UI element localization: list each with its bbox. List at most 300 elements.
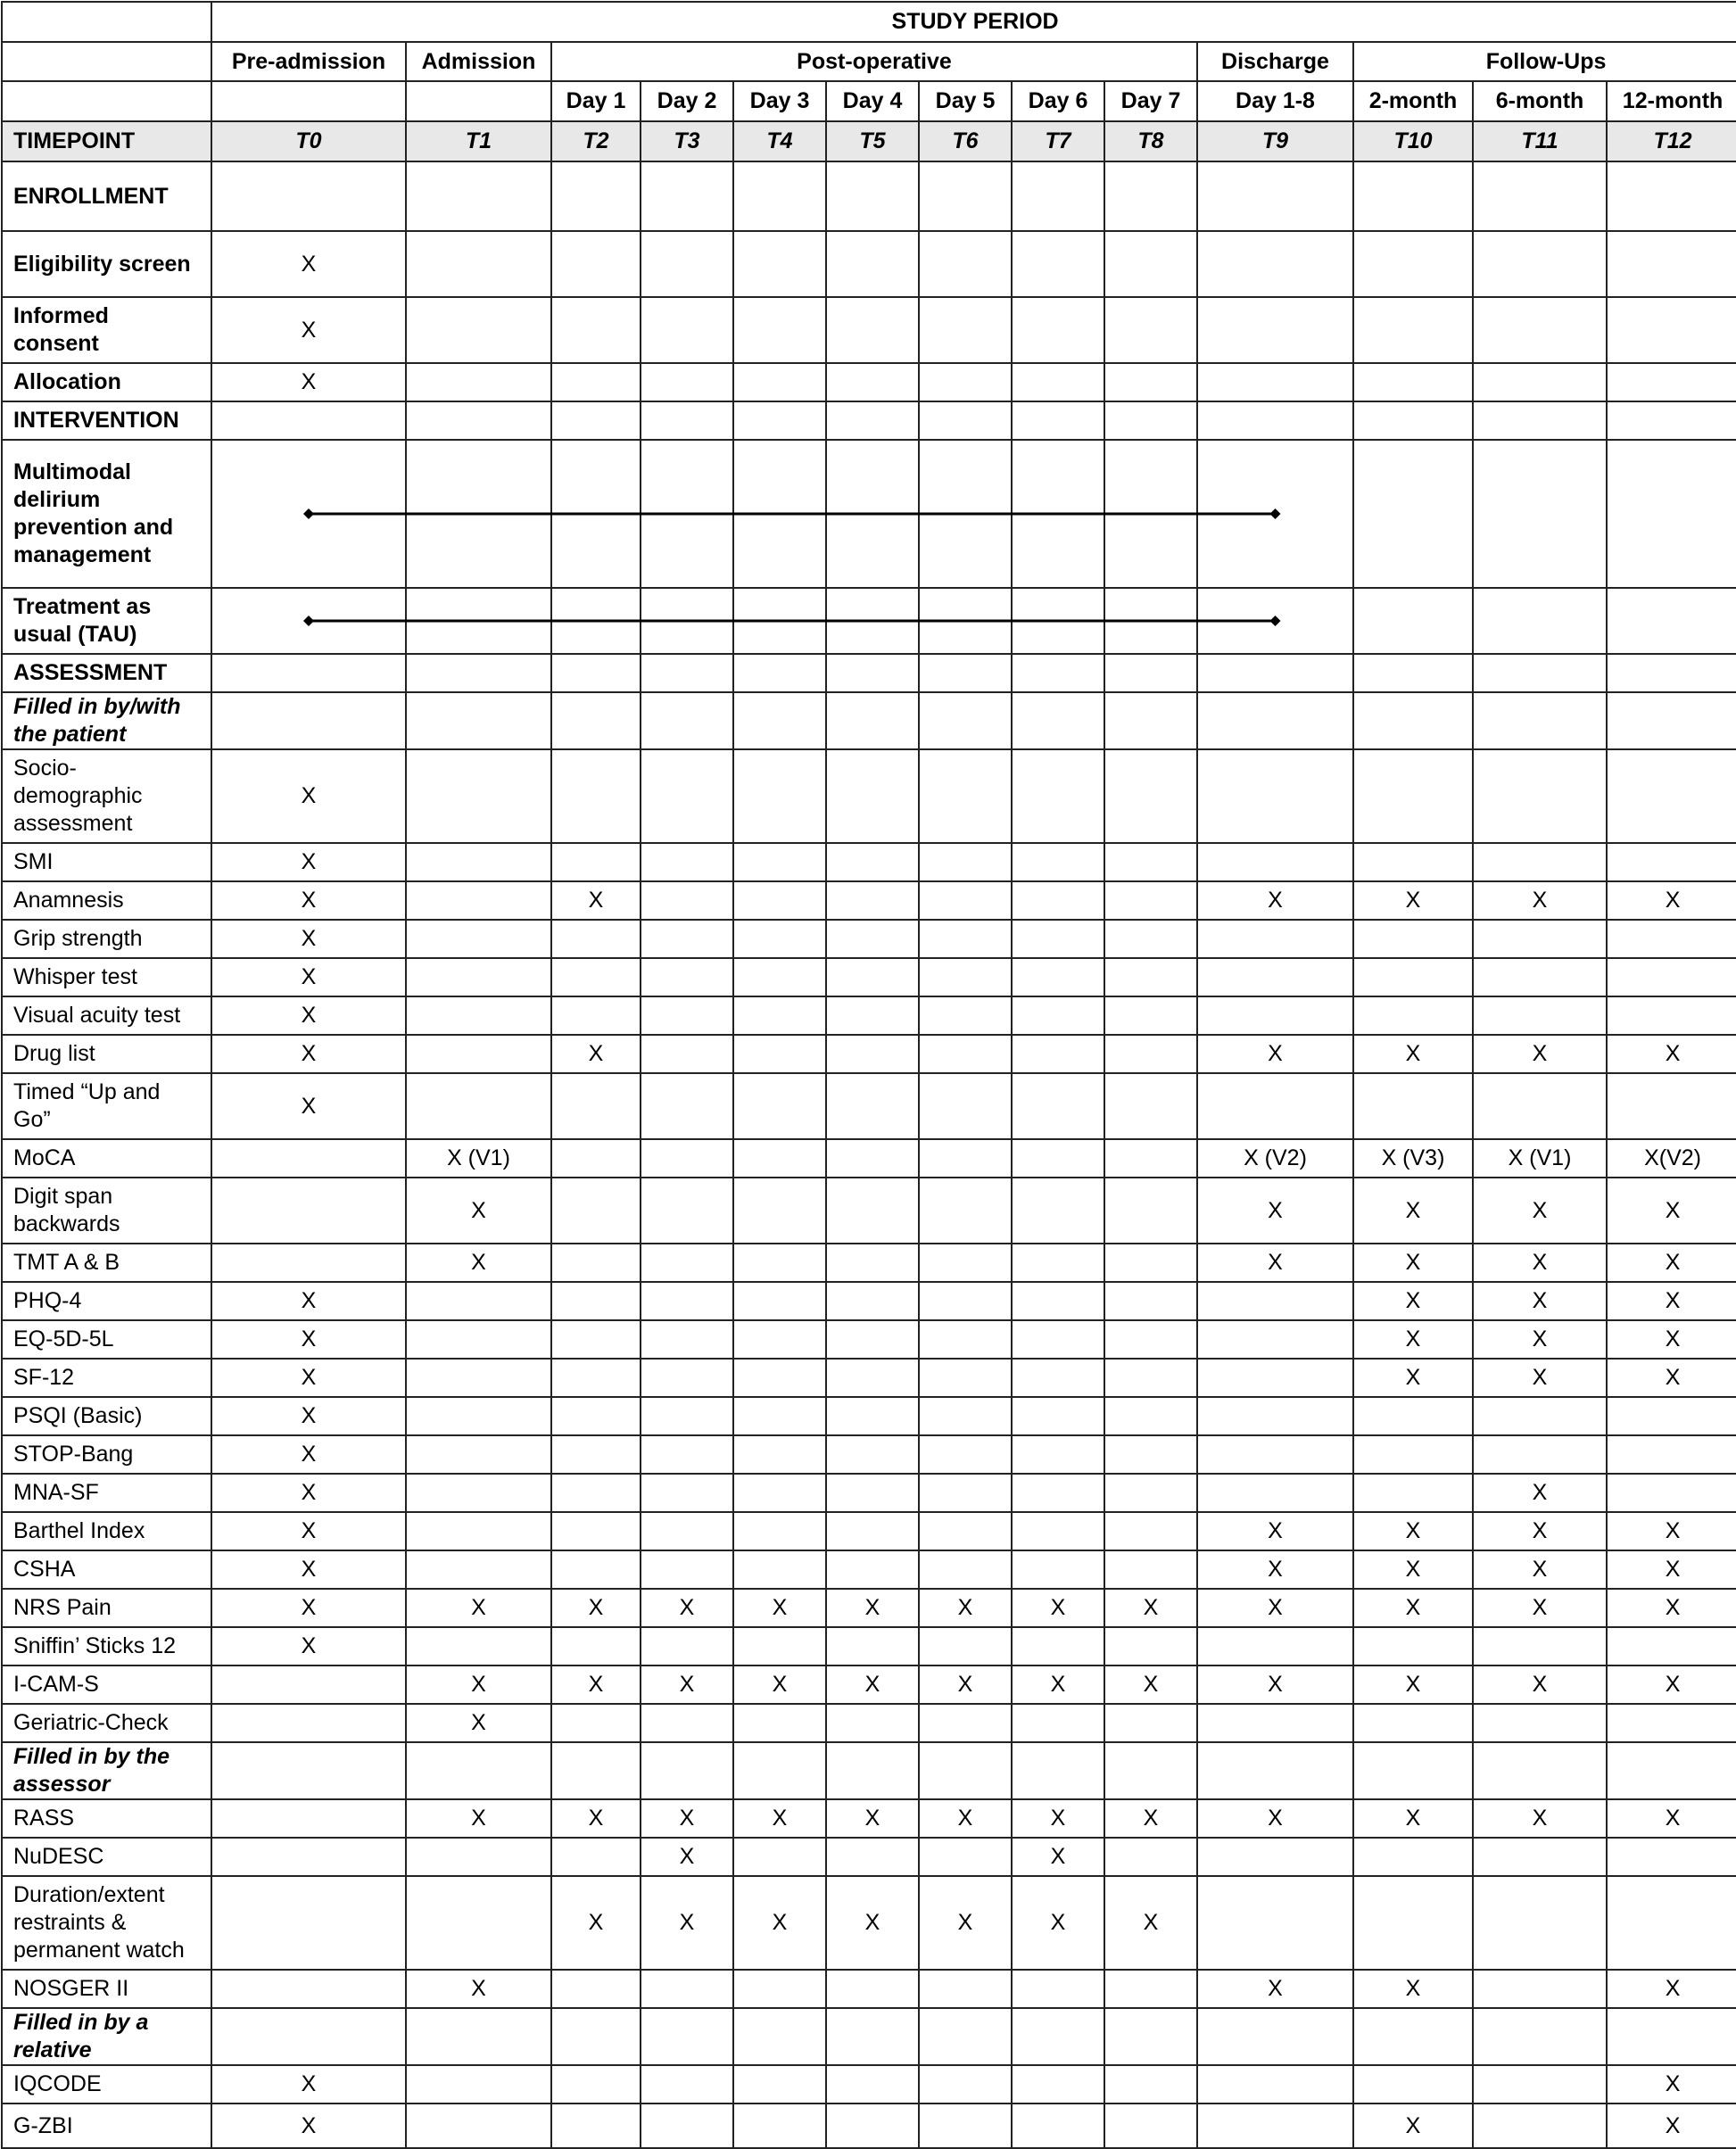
schedule-cell (1104, 881, 1197, 920)
schedule-cell (733, 1435, 826, 1474)
schedule-row (2, 1435, 1736, 1474)
schedule-cell (826, 231, 919, 297)
schedule-cell (1012, 440, 1104, 588)
schedule-cell: X (1607, 1512, 1736, 1550)
schedule-cell: X (1353, 1320, 1473, 1359)
schedule-cell: X (1473, 1035, 1607, 1073)
row-label: PSQI (Basic) (2, 1397, 211, 1435)
schedule-cell (919, 363, 1012, 401)
schedule-cell (551, 297, 641, 363)
schedule-cell (1012, 1073, 1104, 1139)
schedule-cell (1104, 654, 1197, 692)
schedule-cell (919, 654, 1012, 692)
schedule-cell (1104, 692, 1197, 749)
schedule-cell (1197, 161, 1353, 231)
schedule-cell (1607, 161, 1736, 231)
schedule-cell: X (919, 1665, 1012, 1704)
schedule-cell (919, 1742, 1012, 1799)
schedule-cell: X (1607, 1799, 1736, 1838)
schedule-cell (641, 1320, 733, 1359)
schedule-cell: X (1197, 1970, 1353, 2008)
schedule-cell (406, 996, 551, 1035)
schedule-row (2, 881, 1736, 920)
schedule-row (2, 1704, 1736, 1742)
schedule-cell (1607, 1876, 1736, 1970)
schedule-row (2, 297, 1736, 363)
schedule-cell (641, 1359, 733, 1397)
schedule-cell (551, 1397, 641, 1435)
schedule-cell (1012, 2065, 1104, 2104)
schedule-cell: X (1104, 1799, 1197, 1838)
schedule-cell (1012, 2008, 1104, 2065)
schedule-cell (919, 401, 1012, 440)
schedule-cell (551, 1073, 641, 1139)
schedule-cell (919, 440, 1012, 588)
schedule-cell (1012, 749, 1104, 843)
schedule-cell (733, 843, 826, 881)
schedule-cell (551, 1512, 641, 1550)
schedule-cell (551, 231, 641, 297)
schedule-row (2, 161, 1736, 231)
timepoint-label: TIMEPOINT (2, 121, 211, 161)
schedule-cell: X (406, 1799, 551, 1838)
schedule-cell (1473, 1073, 1607, 1139)
schedule-cell (733, 2008, 826, 2065)
schedule-cell: X (1012, 1665, 1104, 1704)
schedule-cell (733, 161, 826, 231)
schedule-cell (1197, 920, 1353, 958)
schedule-cell: X (211, 1550, 406, 1589)
day-header: Day 2 (641, 81, 733, 121)
schedule-cell (1104, 297, 1197, 363)
schedule-cell (1104, 231, 1197, 297)
schedule-cell (551, 440, 641, 588)
schedule-cell (641, 588, 733, 654)
schedule-row (2, 692, 1736, 749)
schedule-cell (406, 1550, 551, 1589)
schedule-cell (1353, 843, 1473, 881)
timepoint-t11: T11 (1473, 121, 1607, 161)
schedule-cell: X (1353, 1550, 1473, 1589)
schedule-cell (733, 1742, 826, 1799)
schedule-cell (1012, 1970, 1104, 2008)
schedule-cell (1104, 843, 1197, 881)
schedule-cell (1012, 843, 1104, 881)
schedule-cell (733, 2065, 826, 2104)
schedule-cell (406, 588, 551, 654)
schedule-cell (406, 2008, 551, 2065)
schedule-cell (551, 1627, 641, 1665)
row-label: RASS (2, 1799, 211, 1838)
schedule-cell (1353, 1435, 1473, 1474)
schedule-cell (1104, 401, 1197, 440)
schedule-cell: X (1197, 1589, 1353, 1627)
schedule-cell (1104, 2008, 1197, 2065)
schedule-cell (641, 440, 733, 588)
schedule-cell: X (406, 1665, 551, 1704)
schedule-cell (733, 1244, 826, 1282)
schedule-cell (406, 1320, 551, 1359)
schedule-cell (733, 1397, 826, 1435)
schedule-cell (1473, 588, 1607, 654)
schedule-cell (1012, 161, 1104, 231)
row-label: NuDESC (2, 1838, 211, 1876)
schedule-row (2, 1073, 1736, 1139)
schedule-cell (551, 996, 641, 1035)
schedule-cell: X (733, 1799, 826, 1838)
schedule-cell (1012, 1244, 1104, 1282)
schedule-row (2, 1359, 1736, 1397)
schedule-cell (919, 1359, 1012, 1397)
day-header: Day 1-8 (1197, 81, 1353, 121)
schedule-cell (826, 1178, 919, 1244)
schedule-cell (826, 692, 919, 749)
schedule-cell (826, 1397, 919, 1435)
schedule-cell (733, 881, 826, 920)
schedule-cell (1607, 920, 1736, 958)
schedule-cell (1012, 1282, 1104, 1320)
schedule-cell (641, 1435, 733, 1474)
schedule-cell (1607, 231, 1736, 297)
schedule-cell (1012, 881, 1104, 920)
schedule-cell (1104, 588, 1197, 654)
schedule-cell: X (211, 843, 406, 881)
schedule-cell (826, 1704, 919, 1742)
schedule-cell (406, 2065, 551, 2104)
schedule-cell (1104, 958, 1197, 996)
schedule-cell (1353, 1073, 1473, 1139)
schedule-cell (1104, 1178, 1197, 1244)
schedule-cell (1104, 920, 1197, 958)
schedule-row (2, 1244, 1736, 1282)
schedule-cell (1104, 1838, 1197, 1876)
schedule-cell (733, 1474, 826, 1512)
schedule-cell (1197, 1704, 1353, 1742)
schedule-cell: X (1104, 1589, 1197, 1627)
schedule-cell (1197, 1876, 1353, 1970)
schedule-row (2, 2008, 1736, 2065)
timepoint-t4: T4 (733, 121, 826, 161)
schedule-cell: X (211, 1320, 406, 1359)
schedule-cell (1353, 297, 1473, 363)
schedule-cell (1104, 1282, 1197, 1320)
schedule-cell (406, 1742, 551, 1799)
schedule-cell (1353, 2065, 1473, 2104)
timepoint-t3: T3 (641, 121, 733, 161)
schedule-cell (1353, 440, 1473, 588)
subsection-heading: Filled in by the assessor (2, 1742, 211, 1799)
schedule-cell (733, 654, 826, 692)
schedule-cell (1197, 2065, 1353, 2104)
schedule-cell (1197, 843, 1353, 881)
schedule-cell (211, 1244, 406, 1282)
schedule-cell (919, 1627, 1012, 1665)
schedule-cell (641, 161, 733, 231)
schedule-cell (211, 588, 406, 654)
schedule-cell (641, 401, 733, 440)
schedule-cell (641, 1282, 733, 1320)
schedule-cell (919, 1838, 1012, 1876)
row-label: Visual acuity test (2, 996, 211, 1035)
schedule-cell (1012, 1359, 1104, 1397)
schedule-cell (1104, 1550, 1197, 1589)
schedule-row (2, 440, 1736, 588)
schedule-cell (406, 881, 551, 920)
schedule-cell (733, 920, 826, 958)
schedule-cell (1607, 1742, 1736, 1799)
schedule-cell: X (211, 881, 406, 920)
schedule-cell (551, 654, 641, 692)
section-heading: ASSESSMENT (2, 654, 211, 692)
schedule-cell: X (1197, 1244, 1353, 1282)
schedule-cell (919, 1512, 1012, 1550)
schedule-cell (406, 1512, 551, 1550)
schedule-cell: X (733, 1876, 826, 1970)
schedule-cell (826, 1073, 919, 1139)
schedule-cell (1012, 1550, 1104, 1589)
schedule-cell (1473, 749, 1607, 843)
schedule-cell (1473, 1970, 1607, 2008)
schedule-cell (1012, 1397, 1104, 1435)
schedule-cell (551, 1970, 641, 2008)
schedule-cell: X (V1) (406, 1139, 551, 1178)
schedule-cell: X (211, 958, 406, 996)
schedule-cell (1012, 1742, 1104, 1799)
schedule-cell (1353, 1876, 1473, 1970)
schedule-row (2, 920, 1736, 958)
schedule-cell: X (406, 1970, 551, 2008)
schedule-cell: X (1353, 1359, 1473, 1397)
schedule-cell (826, 920, 919, 958)
schedule-cell (919, 958, 1012, 996)
schedule-cell: X (406, 1178, 551, 1244)
schedule-cell (1473, 440, 1607, 588)
schedule-cell (1012, 654, 1104, 692)
schedule-cell: X (551, 1589, 641, 1627)
schedule-cell (1104, 996, 1197, 1035)
schedule-cell (641, 1512, 733, 1550)
schedule-cell (211, 161, 406, 231)
row-label: Socio-demographic assessment (2, 749, 211, 843)
schedule-cell (211, 692, 406, 749)
schedule-cell (641, 1627, 733, 1665)
schedule-row (2, 1550, 1736, 1589)
schedule-cell (1473, 958, 1607, 996)
schedule-cell (919, 881, 1012, 920)
schedule-cell: X (1197, 1550, 1353, 1589)
schedule-cell (1353, 588, 1473, 654)
schedule-cell (733, 297, 826, 363)
schedule-cell: X (551, 1035, 641, 1073)
schedule-row (2, 1742, 1736, 1799)
schedule-cell (406, 958, 551, 996)
section-heading: ENROLLMENT (2, 161, 211, 231)
schedule-row (2, 1474, 1736, 1512)
schedule-cell (211, 1704, 406, 1742)
row-label: PHQ-4 (2, 1282, 211, 1320)
day-header: 12-month (1607, 81, 1736, 121)
schedule-cell (733, 1704, 826, 1742)
schedule-cell (1104, 161, 1197, 231)
schedule-cell (406, 1876, 551, 1970)
schedule-row (2, 1799, 1736, 1838)
schedule-cell (1012, 692, 1104, 749)
schedule-cell (211, 1876, 406, 1970)
schedule-cell: X (641, 1799, 733, 1838)
schedule-cell (211, 440, 406, 588)
schedule-cell: X (1473, 1589, 1607, 1627)
schedule-cell (1607, 1073, 1736, 1139)
schedule-cell (211, 1838, 406, 1876)
schedule-cell (1353, 1742, 1473, 1799)
schedule-cell (211, 2008, 406, 2065)
schedule-cell (1473, 363, 1607, 401)
schedule-row (2, 1282, 1736, 1320)
schedule-cell: X (211, 1627, 406, 1665)
schedule-cell (406, 1282, 551, 1320)
schedule-cell (641, 363, 733, 401)
schedule-cell: X (1353, 1035, 1473, 1073)
row-label: Informed consent (2, 297, 211, 363)
schedule-cell (641, 1073, 733, 1139)
schedule-cell (733, 1550, 826, 1589)
schedule-cell: X (1353, 1244, 1473, 1282)
schedule-cell: X (551, 1799, 641, 1838)
schedule-cell (1012, 1035, 1104, 1073)
schedule-cell (641, 1178, 733, 1244)
schedule-cell: X (211, 2104, 406, 2148)
schedule-cell (1104, 2104, 1197, 2148)
schedule-cell (826, 1838, 919, 1876)
schedule-cell: X (1012, 1799, 1104, 1838)
schedule-cell: X (1012, 1838, 1104, 1876)
schedule-cell (551, 843, 641, 881)
schedule-cell (919, 1970, 1012, 2008)
schedule-cell (641, 1139, 733, 1178)
schedule-cell: X (211, 363, 406, 401)
schedule-cell: X (1353, 1799, 1473, 1838)
schedule-cell (1197, 2008, 1353, 2065)
schedule-cell (1607, 363, 1736, 401)
schedule-cell (919, 920, 1012, 958)
schedule-row (2, 2104, 1736, 2148)
schedule-cell: X (551, 881, 641, 920)
schedule-cell: X (1353, 1282, 1473, 1320)
schedule-cell (1353, 161, 1473, 231)
row-label: NRS Pain (2, 1589, 211, 1627)
schedule-cell (641, 843, 733, 881)
schedule-cell (826, 1435, 919, 1474)
schedule-cell (1607, 440, 1736, 588)
schedule-cell (1197, 692, 1353, 749)
day-header: Day 6 (1012, 81, 1104, 121)
schedule-cell (733, 1178, 826, 1244)
row-label: TMT A & B (2, 1244, 211, 1282)
schedule-cell (1012, 996, 1104, 1035)
schedule-cell (1104, 749, 1197, 843)
schedule-cell (1012, 231, 1104, 297)
schedule-cell (826, 881, 919, 920)
schedule-cell (1473, 1435, 1607, 1474)
schedule-row (2, 231, 1736, 297)
schedule-cell (551, 1742, 641, 1799)
schedule-cell (211, 1178, 406, 1244)
day-header: Day 1 (551, 81, 641, 121)
schedule-cell: X (1104, 1665, 1197, 1704)
schedule-cell (1353, 749, 1473, 843)
day-header: Day 4 (826, 81, 919, 121)
phase-header: Post-operative (551, 42, 1197, 81)
schedule-cell (1104, 1742, 1197, 1799)
phase-header: Admission (406, 42, 551, 81)
schedule-cell (1353, 654, 1473, 692)
schedule-cell (1607, 1704, 1736, 1742)
schedule-cell (826, 1474, 919, 1512)
schedule-cell (1197, 996, 1353, 1035)
schedule-cell (1473, 692, 1607, 749)
schedule-cell (551, 2008, 641, 2065)
schedule-cell (919, 231, 1012, 297)
schedule-cell (733, 363, 826, 401)
schedule-cell: X (211, 1359, 406, 1397)
schedule-cell: X (V1) (1473, 1139, 1607, 1178)
schedule-cell (1607, 2008, 1736, 2065)
day-header-empty (211, 81, 406, 121)
schedule-cell (1012, 920, 1104, 958)
schedule-cell: X (211, 2065, 406, 2104)
schedule-cell (826, 297, 919, 363)
schedule-cell: X (406, 1704, 551, 1742)
schedule-row (2, 401, 1736, 440)
schedule-cell (1012, 1435, 1104, 1474)
schedule-cell: X (211, 1512, 406, 1550)
schedule-cell (406, 1359, 551, 1397)
header-row-days (2, 81, 1736, 121)
schedule-cell (1607, 996, 1736, 1035)
schedule-cell: X (733, 1589, 826, 1627)
schedule-cell: X (1197, 1799, 1353, 1838)
schedule-cell: X (1473, 1244, 1607, 1282)
schedule-cell (826, 1512, 919, 1550)
section-heading: INTERVENTION (2, 401, 211, 440)
schedule-cell (826, 843, 919, 881)
schedule-cell (919, 1320, 1012, 1359)
schedule-cell: X (1607, 1035, 1736, 1073)
phase-header: Discharge (1197, 42, 1353, 81)
row-label: Multimodal delirium prevention and management (2, 440, 211, 588)
schedule-cell (1197, 440, 1353, 588)
row-label: Whisper test (2, 958, 211, 996)
schedule-cell (919, 2065, 1012, 2104)
schedule-cell (1473, 1742, 1607, 1799)
schedule-cell: X (1607, 2065, 1736, 2104)
schedule-cell (406, 297, 551, 363)
schedule-cell (1104, 1359, 1197, 1397)
schedule-cell: X (641, 1665, 733, 1704)
schedule-cell (733, 1139, 826, 1178)
schedule-cell: X (1473, 1665, 1607, 1704)
row-label: Duration/extent restraints & permanent watch (2, 1876, 211, 1970)
schedule-cell (733, 996, 826, 1035)
schedule-cell: X (641, 1876, 733, 1970)
schedule-cell (1607, 958, 1736, 996)
row-label: Drug list (2, 1035, 211, 1073)
schedule-cell (1353, 692, 1473, 749)
schedule-cell (1104, 1073, 1197, 1139)
schedule-cell (1012, 1139, 1104, 1178)
schedule-cell (919, 843, 1012, 881)
schedule-cell (551, 2065, 641, 2104)
